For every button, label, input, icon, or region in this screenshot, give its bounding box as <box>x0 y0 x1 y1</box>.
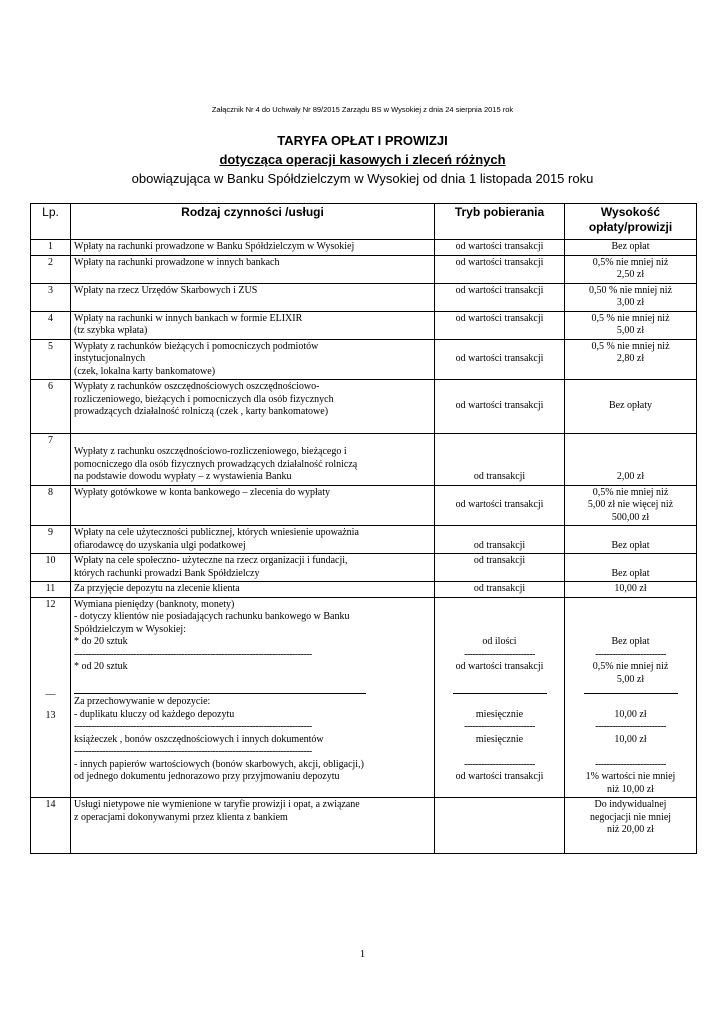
row-fee-line: Bez opłat <box>611 241 650 252</box>
table-row <box>31 255 697 283</box>
row-fee-cell <box>565 554 697 582</box>
row-12-mode-cell <box>435 597 565 798</box>
row-desc-line: rozliczeniowego, bieżących i pomocniczych dla osób fizycznych <box>74 393 334 405</box>
row-14-fee-line: niż 20,00 zł <box>607 824 654 835</box>
row-12-desc-line: - dotyczy klientów nie posiadających rachunku bankowego w Banku <box>74 611 350 622</box>
row-lp: 6 <box>31 380 71 434</box>
row-fee-line: 2,00 zł <box>616 471 645 482</box>
row-fee-line: 5,00 zł <box>616 325 645 336</box>
row-desc-line: ofiarodawcę do uzyskania ulgi podatkowej <box>74 539 246 551</box>
row-desc-line: Wypłaty gotówkowe w konta bankowego – zlecenia do wypłaty <box>74 486 330 498</box>
row-13-fee-3: 1% wartości nie mniej <box>585 771 676 782</box>
header-fee-line2: opłaty/prowizji <box>588 220 673 234</box>
row-14-fee-cell <box>565 798 697 854</box>
row-14-desc-line: z operacjami dokonywanymi przez klienta z bankiem <box>74 811 288 823</box>
row-fee-line: Bez opłat <box>611 539 650 551</box>
row-desc-cell <box>71 485 435 526</box>
fee-table <box>30 203 697 854</box>
row-13-item-2: książeczek , bonów oszczędnościowych i innych dokumentów <box>74 733 324 745</box>
row-mode: od transakcji <box>435 554 565 582</box>
row-fee-cell <box>565 434 697 486</box>
row-desc-line: Wpłaty na cele społeczno- użyteczne na rzecz organizacji i fundacji, <box>74 555 348 566</box>
row-mode: od wartości transakcji <box>435 255 565 283</box>
row-desc-line: Wpłaty na cele użyteczności publicznej, których wniesienie upoważnia <box>74 527 359 538</box>
row-lp: 3 <box>31 283 71 311</box>
row-desc-cell <box>71 311 435 339</box>
row-fee-line: Bez opłaty <box>608 400 653 412</box>
table-row <box>31 283 697 311</box>
row-fee-cell <box>565 240 697 256</box>
row-13-item-1: - duplikatu kluczy od każdego depozytu <box>74 708 235 720</box>
row-desc-cell <box>71 380 435 434</box>
row-desc-cell <box>71 339 435 380</box>
solid-separator <box>584 686 678 694</box>
dashed-separator: ------------------------- <box>595 758 666 770</box>
row-12-item-2: * od 20 sztuk <box>74 661 128 672</box>
row-desc-line: prowadzących działalność rolniczą (czek , karty bankomatowe) <box>74 406 329 417</box>
row-desc-line: (czek, lokalna karty bankomatowe) <box>74 365 216 377</box>
row-lp: 9 <box>31 526 71 554</box>
row-14-desc-line: Usługi nietypowe nie wymienione w taryfie prowizji i opat, a związane <box>74 799 360 810</box>
row-12-lp-cell <box>31 597 71 798</box>
row-13-item-3: od jednego dokumentu jednorazowo przy przyjmowaniu depozytu <box>74 771 340 782</box>
row-12-lp: 12 <box>45 598 56 610</box>
row-12-fee-2: 0,5% nie mniej niż <box>592 661 669 672</box>
row-fee-cell <box>565 485 697 526</box>
row-mode: od wartości transakcji <box>435 240 565 256</box>
row-13-fee-2: 10,00 zł <box>614 733 647 745</box>
table-row <box>31 380 697 434</box>
row-desc-line: (tz szybka wpłata) <box>74 325 148 336</box>
row-desc-cell <box>71 240 435 256</box>
document-title: TARYFA OPŁAT I PROWIZJI <box>277 133 448 148</box>
row-fee-line: 0,5 % nie mniej niż <box>591 312 670 324</box>
row-14-mode-cell <box>435 798 565 854</box>
row-desc-line: których rachunki prowadzi Bank Spółdzielczy <box>74 567 260 579</box>
header-fee <box>565 204 697 240</box>
row-13-mode-2: miesięcznie <box>475 733 524 745</box>
row-lp: 4 <box>31 311 71 339</box>
row-14-lp: 14 <box>31 798 71 854</box>
dashed-separator: ------------------------- <box>464 721 535 732</box>
row-12-fee-2: 5,00 zł <box>616 673 645 685</box>
table-row <box>31 339 697 380</box>
header-lp: Lp. <box>31 204 71 240</box>
row-fee-line: 10,00 zł <box>614 583 647 594</box>
row-desc-line: Wpłaty na rzecz Urzędów Skarbowych i ZUS <box>74 284 258 296</box>
row-12-desc-cell <box>71 597 435 798</box>
row-13-mode-1: miesięcznie <box>475 708 524 720</box>
row-desc-cell <box>71 554 435 582</box>
row-13-fee-3: niż 10,00 zł <box>607 783 654 795</box>
solid-separator <box>453 686 547 694</box>
header-service: Rodzaj czynności /usługi <box>71 204 435 240</box>
row-fee-line: 500,00 zł <box>611 511 650 523</box>
row-mode: od transakcji <box>435 434 565 486</box>
dashed-separator: ------------------------- <box>464 648 535 660</box>
row-14-desc-cell <box>71 798 435 854</box>
row-desc-line: Wypłaty z rachunków bieżących i pomocniczych podmiotów <box>74 340 319 352</box>
row-12-item-1: * do 20 sztuk <box>74 636 128 647</box>
row-fee-line: 2,80 zł <box>616 353 645 364</box>
validity-line: obowiązująca w Banku Spółdzielczym w Wysokiej od dnia 1 listopada 2015 roku <box>131 171 594 186</box>
row-lp-separator: — <box>45 689 56 700</box>
row-desc-cell <box>71 255 435 283</box>
row-fee-cell <box>565 255 697 283</box>
row-14-fee-line: negocjacji nie mniej <box>589 811 672 823</box>
row-lp: 1 <box>31 240 71 256</box>
row-14-fee-line: Do indywidualnej <box>594 799 667 810</box>
row-lp: 5 <box>31 339 71 380</box>
dashed-separator: ------------------------------------------------------------------------------------ <box>74 721 312 732</box>
row-fee-cell <box>565 380 697 434</box>
row-fee-line: 0,5% nie mniej niż <box>592 486 669 498</box>
row-desc-cell <box>71 283 435 311</box>
row-12-mode-1: od ilości <box>482 636 517 647</box>
row-desc-line: instytucjonalnych <box>74 353 146 364</box>
table-row <box>31 554 697 582</box>
row-desc-cell <box>71 434 435 486</box>
row-12-desc-line: Wymiana pieniędzy (banknoty, monety) <box>74 598 235 610</box>
row-12-mode-2: od wartości transakcji <box>455 661 544 672</box>
table-row <box>31 434 697 486</box>
row-fee-cell <box>565 582 697 598</box>
dashed-separator: ------------------------- <box>595 648 666 660</box>
row-fee-line: 2,50 zł <box>616 269 645 280</box>
solid-separator <box>74 686 366 694</box>
row-desc-cell <box>71 582 435 598</box>
row-fee-cell <box>565 526 697 554</box>
row-12-desc-line: Spółdzielczym w Wysokiej: <box>74 623 186 635</box>
dashed-separator: ------------------------------------------------------------------------------------ <box>74 746 312 757</box>
row-fee-cell <box>565 339 697 380</box>
row-desc-line: Wpłaty na rachunki w innych bankach w formie ELIXIR <box>74 312 303 324</box>
row-13-lp: 13 <box>45 709 56 721</box>
table-row <box>31 582 697 598</box>
row-mode: od wartości transakcji <box>435 283 565 311</box>
row-mode: od transakcji <box>435 582 565 598</box>
row-12-fee-1: Bez opłat <box>611 636 650 647</box>
row-desc-line: Wpłaty na rachunki prowadzone w innych bankach <box>74 256 280 268</box>
table-row <box>31 526 697 554</box>
row-lp: 2 <box>31 255 71 283</box>
row-fee-line: 0,5 % nie mniej niż <box>591 340 670 352</box>
row-desc-line: na podstawie dowodu wypłaty – z wystawienia Banku <box>74 471 292 482</box>
row-desc-line: pomocniczego dla osób fizycznych prowadzących działalność rolniczą <box>74 458 358 470</box>
document-subtitle: dotycząca operacji kasowych i zleceń różnych <box>219 152 506 167</box>
row-fee-cell <box>565 283 697 311</box>
row-mode: od wartości transakcji <box>435 380 565 434</box>
annex-line: Załącznik Nr 4 do Uchwały Nr 89/2015 Zarządu BS w Wysokiej z dnia 24 sierpnia 2015 rok <box>211 105 514 114</box>
row-mode: od wartości transakcji <box>435 339 565 380</box>
row-13-item-3: - innych papierów wartościowych (bonów skarbowych, akcji, obligacji,) <box>74 758 364 770</box>
row-desc-line: Wypłaty z rachunków oszczędnościowych oszczędnościowo- <box>74 381 320 392</box>
row-13-fee-1: 10,00 zł <box>614 708 647 720</box>
table-row <box>31 485 697 526</box>
table-header-row <box>31 204 697 240</box>
table-row-12-13 <box>31 597 697 798</box>
row-fee-line: Bez opłat <box>611 567 650 579</box>
dashed-separator: ------------------------- <box>464 758 535 770</box>
row-lp: 10 <box>31 554 71 582</box>
row-lp: 7 <box>31 434 71 486</box>
row-mode: od wartości transakcji <box>435 485 565 526</box>
row-desc-line: Wypłaty z rachunku oszczędnościowo-rozliczeniowego, bieżącego i <box>74 446 347 457</box>
row-lp: 8 <box>31 485 71 526</box>
row-fee-line: 0,5% nie mniej niż <box>592 256 669 268</box>
header-mode: Tryb pobierania <box>435 204 565 240</box>
row-desc-line: Za przyjęcie depozytu na zlecenie klienta <box>74 583 240 594</box>
header-fee-line1: Wysokość <box>600 205 661 219</box>
row-mode: od wartości transakcji <box>435 311 565 339</box>
row-desc-cell <box>71 526 435 554</box>
table-row <box>31 240 697 256</box>
dashed-separator: ------------------------- <box>595 721 666 732</box>
row-fee-line: 3,00 zł <box>616 297 645 308</box>
table-row-14 <box>31 798 697 854</box>
row-fee-line: 5,00 zł nie więcej niż <box>587 499 674 510</box>
row-13-mode-3: od wartości transakcji <box>455 771 544 782</box>
dashed-separator: ------------------------------------------------------------------------------------ <box>74 648 312 660</box>
row-lp: 11 <box>31 582 71 598</box>
row-fee-cell <box>565 311 697 339</box>
table-row <box>31 311 697 339</box>
row-mode: od transakcji <box>435 526 565 554</box>
row-13-title: Za przechowywanie w depozycie: <box>74 696 211 707</box>
row-fee-line: 0,50 % nie mniej niż <box>588 284 673 296</box>
page-number: 1 <box>359 948 366 960</box>
row-12-fee-cell <box>565 597 697 798</box>
row-desc-line: Wpłaty na rachunki prowadzone w Banku Spółdzielczym w Wysokiej <box>74 241 355 252</box>
